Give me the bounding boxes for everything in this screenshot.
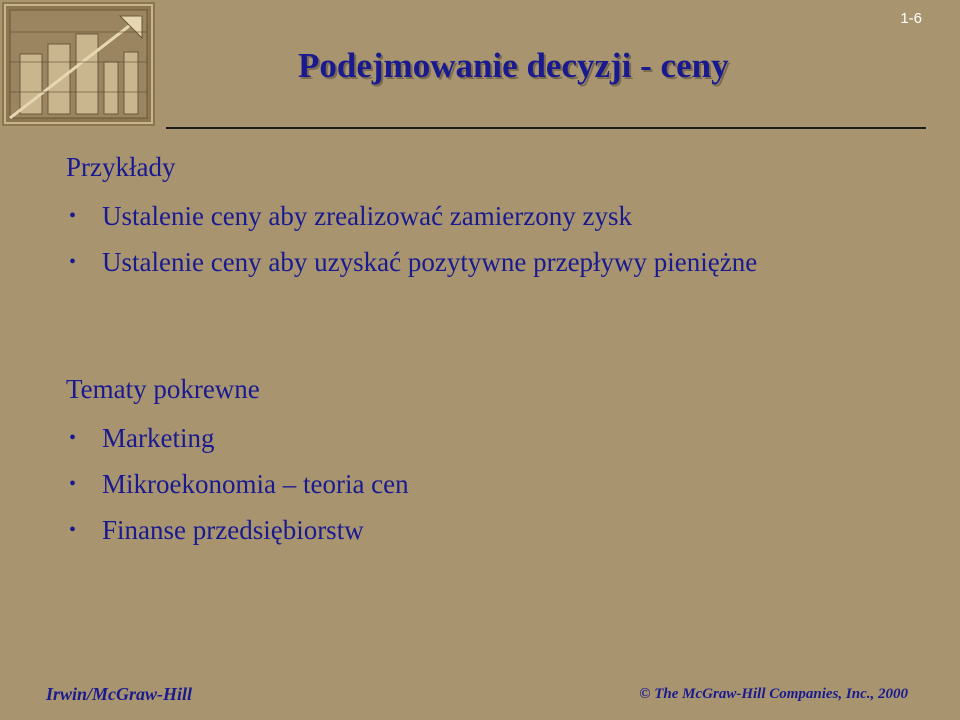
list-item [66, 244, 802, 280]
section-heading-examples: Przykłady [66, 152, 176, 182]
list-item [66, 420, 862, 456]
list-item-text: Ustalenie ceny aby uzyskać pozytywne przepływy pieniężne [102, 247, 758, 277]
related-topics-list [66, 420, 862, 558]
section-heading-related-topics: Tematy pokrewne [66, 374, 260, 404]
bullet-icon: • [69, 427, 77, 449]
list-item [66, 512, 862, 548]
bullet-icon: • [69, 251, 77, 273]
list-item-text: Ustalenie ceny aby zrealizować zamierzony zysk [102, 201, 632, 231]
slide-number: 1-6 [900, 10, 922, 27]
list-item-text: Marketing [102, 423, 215, 453]
bullet-icon: • [69, 473, 77, 495]
slide-title: Podejmowanie decyzji - ceny [298, 46, 729, 85]
list-item [66, 466, 862, 502]
list-item-text: Finanse przedsiębiorstw [102, 515, 364, 545]
examples-list [66, 198, 862, 290]
list-item-text: Mikroekonomia – teoria cen [102, 469, 409, 499]
title-underline [166, 127, 926, 129]
footer-publisher: Irwin/McGraw-Hill [46, 684, 193, 704]
footer-copyright: © The McGraw-Hill Companies, Inc., 2000 [639, 686, 908, 702]
list-item [66, 198, 862, 234]
growth-chart-logo-icon [2, 2, 155, 126]
bullet-icon: • [69, 519, 77, 541]
bullet-icon: • [69, 205, 77, 227]
